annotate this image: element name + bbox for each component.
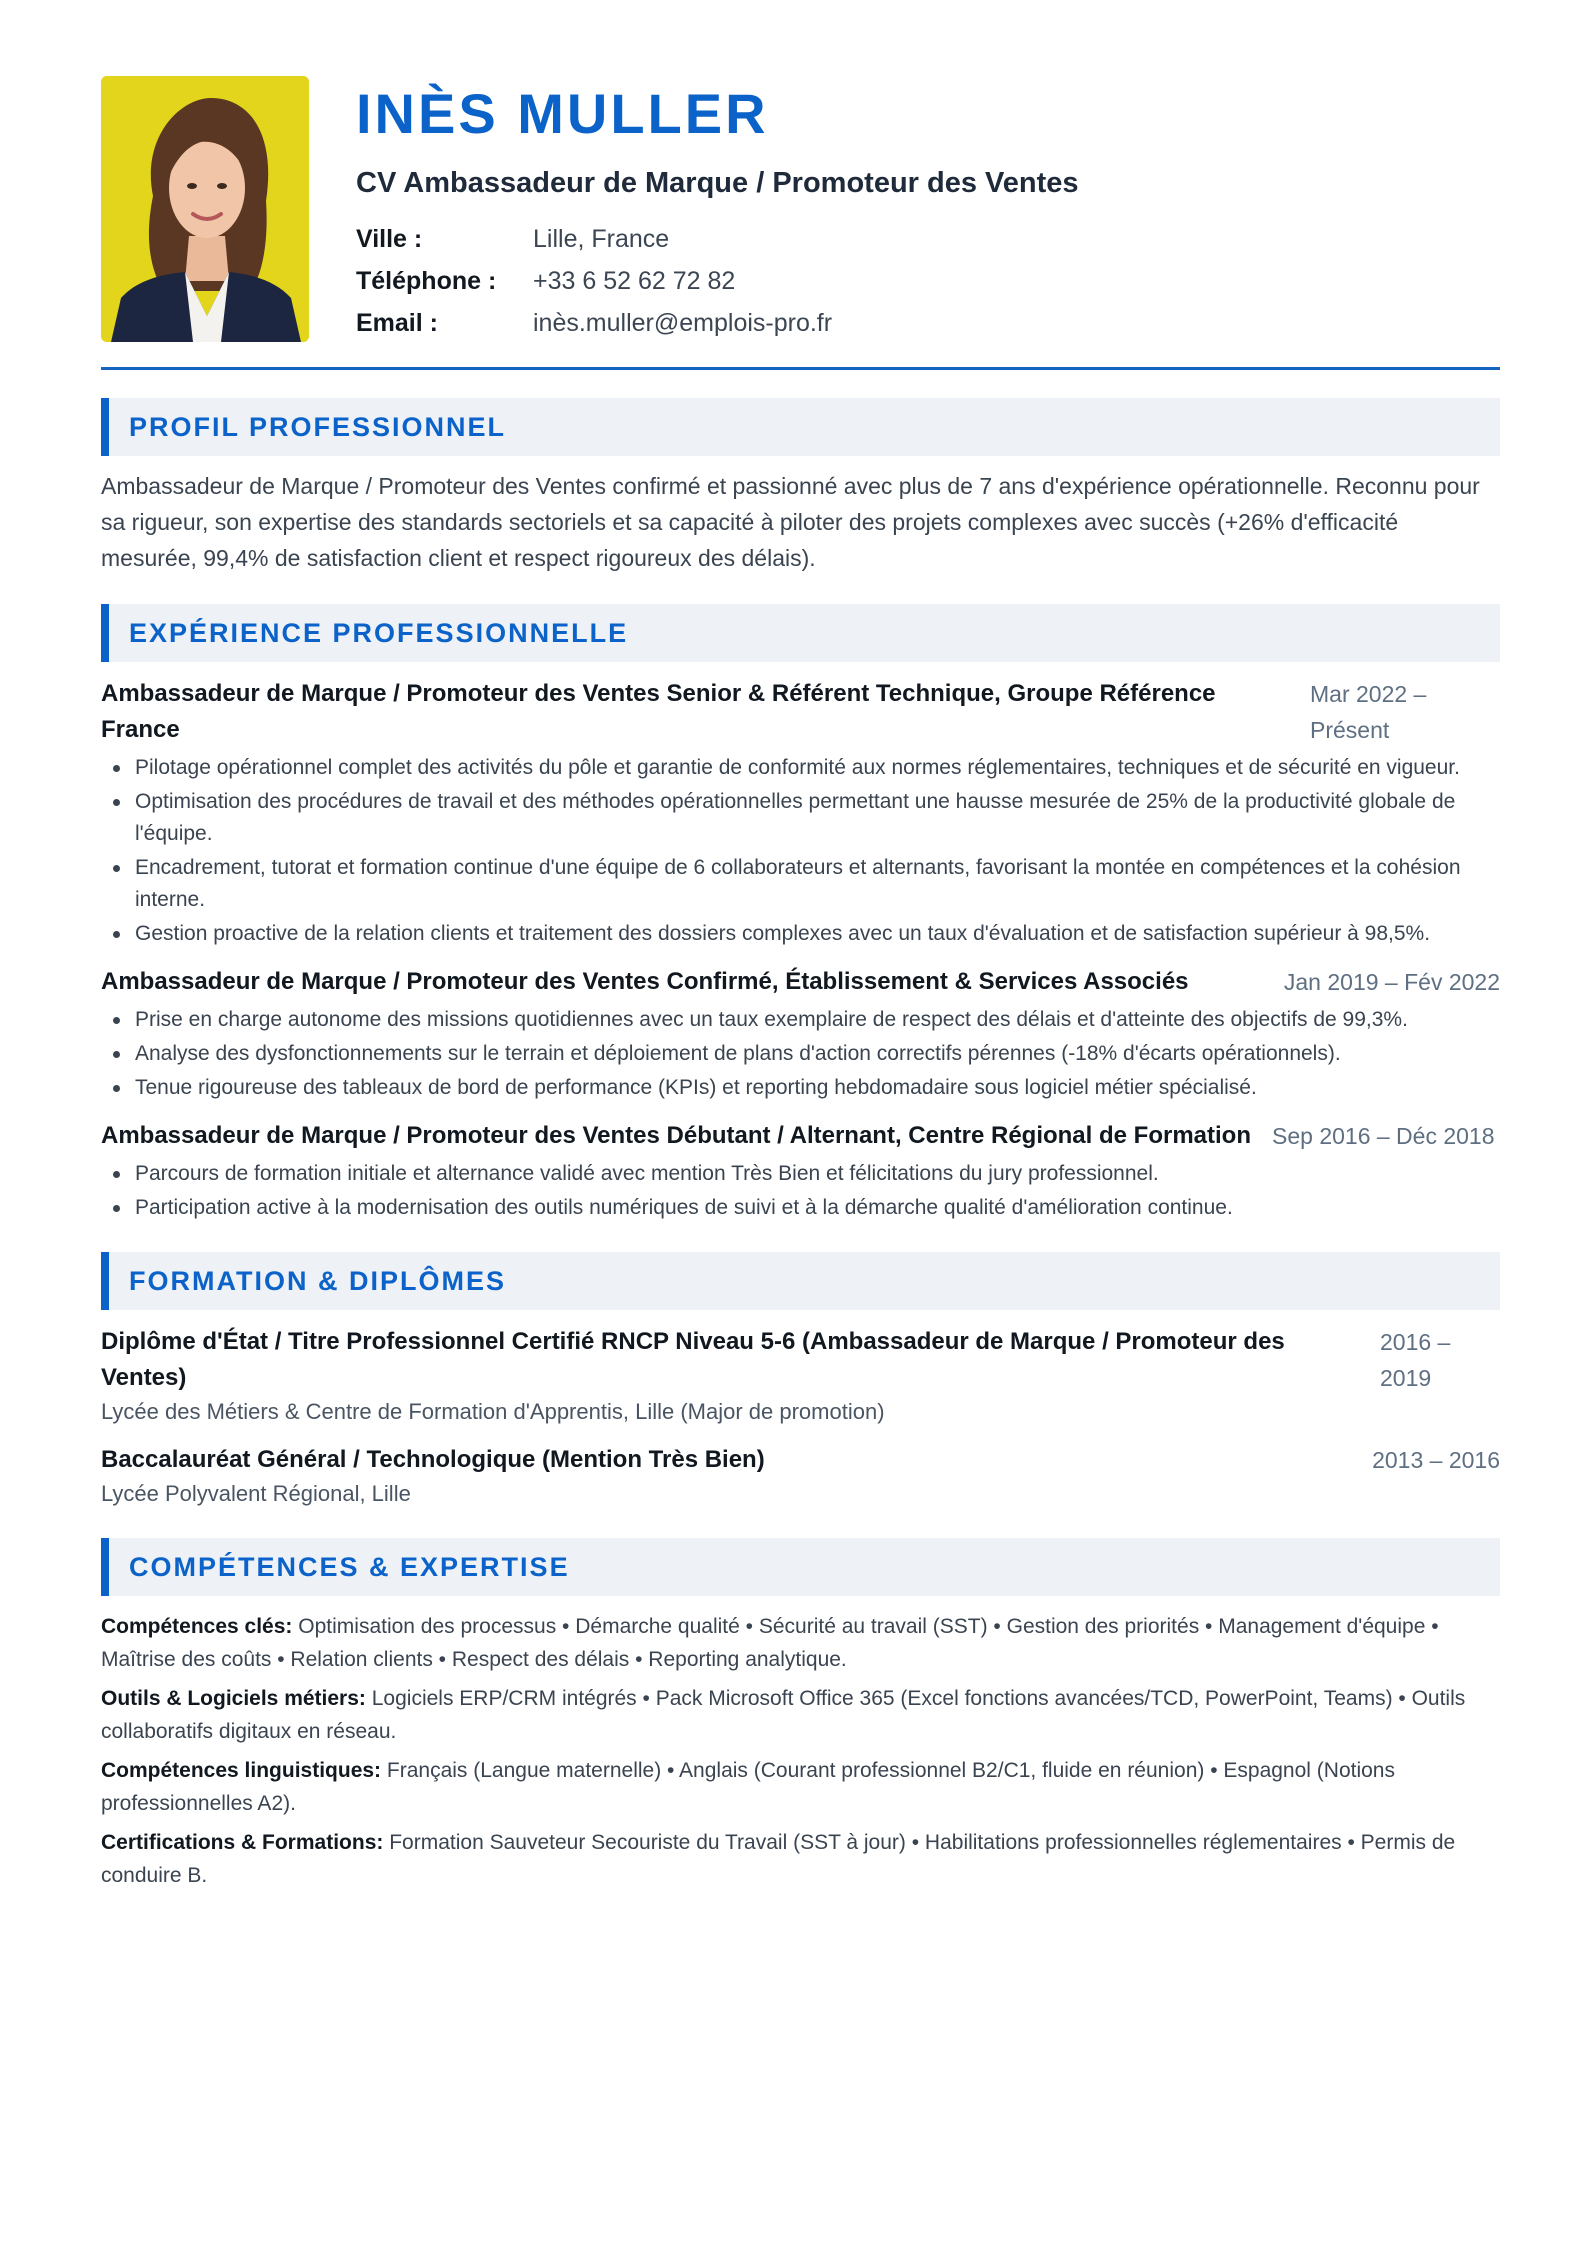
skill-row (101, 1682, 1500, 1748)
degree-title: Diplôme d'État / Titre Professionnel Certifié RNCP Niveau 5-6 (Ambassadeur de Marque / Promoteur des Ventes) (101, 1328, 1285, 1391)
skill-label: Compétences clés: (101, 1615, 293, 1638)
skill-text: Logiciels ERP/CRM intégrés • Pack Microsoft Office 365 (Excel fonctions avancées/TCD, PowerPoint, Teams) • Outils collaboratifs digitaux en réseau. (101, 1687, 1466, 1743)
contact-label: Ville : (356, 225, 423, 253)
section-title: EXPÉRIENCE PROFESSIONNELLE (129, 617, 629, 648)
section-heading-skills (101, 1538, 1500, 1596)
job-date: Sep 2016 – Déc 2018 (1272, 1123, 1495, 1149)
list-item: Gestion proactive de la relation clients et traitement des dossiers complexes avec un taux d'évaluation et de satisfaction supérieur à 98,5%. (101, 918, 1500, 950)
degree-title: Baccalauréat Général / Technologique (Mention Très Bien) (101, 1446, 765, 1473)
job-date: Mar 2022 – Présent (1310, 681, 1427, 743)
cv-header (101, 76, 1500, 370)
skill-label: Compétences linguistiques: (101, 1759, 382, 1782)
list-item: Participation active à la modernisation des outils numériques de suivi et à la démarche qualité d'amélioration continue. (101, 1192, 1500, 1224)
education-entry (101, 1442, 1500, 1510)
skill-label: Certifications & Formations: (101, 1831, 384, 1854)
list-item: Tenue rigoureuse des tableaux de bord de performance (KPIs) et reporting hebdomadaire sous logiciel métier spécialisé. (101, 1072, 1500, 1104)
school-name: Lycée des Métiers & Centre de Formation d'Apprentis, Lille (Major de promotion) (101, 1399, 885, 1424)
section-title: FORMATION & DIPLÔMES (129, 1265, 506, 1296)
job-bullets (101, 752, 1500, 950)
job-title: Ambassadeur de Marque / Promoteur des Ventes Confirmé, Établissement & Services Associés (101, 968, 1189, 995)
skill-row (101, 1826, 1500, 1892)
header-info (356, 76, 1079, 344)
list-item: Analyse des dysfonctionnements sur le terrain et déploiement de plans d'action correctifs pérennes (-18% d'écarts opérationnels). (101, 1038, 1500, 1070)
list-item: Encadrement, tutorat et formation continue d'une équipe de 6 collaborateurs et alternants, favorisant la montée en compétences et la cohésion interne. (101, 852, 1500, 916)
job-entry (101, 1118, 1500, 1224)
section-title: PROFIL PROFESSIONNEL (129, 411, 507, 442)
section-title: COMPÉTENCES & EXPERTISE (129, 1551, 570, 1582)
job-bullets (101, 1004, 1500, 1104)
profile-photo (101, 76, 309, 342)
contact-value: inès.muller@emplois-pro.fr (533, 309, 833, 337)
contact-value: +33 6 52 62 72 82 (533, 267, 736, 295)
list-item: Prise en charge autonome des missions quotidiennes avec un taux exemplaire de respect des délais et d'atteinte des objectifs de 99,3%. (101, 1004, 1500, 1036)
job-entry (101, 676, 1500, 950)
contact-label: Email : (356, 309, 438, 337)
job-title: Ambassadeur de Marque / Promoteur des Ventes Débutant / Alternant, Centre Régional de Formation (101, 1122, 1251, 1149)
contact-city (356, 218, 1079, 260)
list-item: Parcours de formation initiale et alternance validé avec mention Très Bien et félicitations du jury professionnel. (101, 1158, 1500, 1190)
job-title: Ambassadeur de Marque / Promoteur des Ventes Senior & Référent Technique, Groupe Référence France (101, 680, 1216, 743)
list-item: Pilotage opérationnel complet des activités du pôle et garantie de conformité aux normes réglementaires, techniques et de sécurité en vigueur. (101, 752, 1500, 784)
section-heading-education (101, 1252, 1500, 1310)
degree-date: 2013 – 2016 (1372, 1447, 1500, 1473)
job-bullets (101, 1158, 1500, 1224)
skills-block (101, 1610, 1500, 1892)
section-heading-profile (101, 398, 1500, 456)
contact-label: Téléphone : (356, 267, 497, 295)
contact-phone (356, 260, 1079, 302)
job-entry (101, 964, 1500, 1104)
contact-value: Lille, France (533, 225, 670, 253)
skill-label: Outils & Logiciels métiers: (101, 1687, 366, 1710)
skill-row (101, 1754, 1500, 1820)
job-date: Jan 2019 – Fév 2022 (1283, 969, 1500, 995)
degree-date: 2016 – 2019 (1380, 1329, 1451, 1391)
skill-row (101, 1610, 1500, 1676)
contact-block (356, 218, 1079, 344)
skill-text: Formation Sauveteur Secouriste du Travail (SST à jour) • Habilitations professionnelles réglementaires • Permis de conduire B. (101, 1831, 1456, 1887)
skill-text: Français (Langue maternelle) • Anglais (Courant professionnel B2/C1, fluide en réunion) • Espagnol (Notions professionnelles A2). (101, 1759, 1395, 1815)
list-item: Optimisation des procédures de travail et des méthodes opérationnelles permettant une hausse mesurée de 25% de la productivité globale de l'équipe. (101, 786, 1500, 850)
contact-email (356, 302, 1079, 344)
education-entry (101, 1324, 1500, 1428)
profile-summary: Ambassadeur de Marque / Promoteur des Ventes confirmé et passionné avec plus de 7 ans d'expérience opérationnelle. Reconnu pour sa rigueur, son expertise des standards sectoriels et sa capacité à piloter des projets complexes avec succès (+26% d'efficacité mesurée, 99,4% de satisfaction client et respect rigoureux des délais). (101, 473, 1480, 571)
skill-text: Optimisation des processus • Démarche qualité • Sécurité au travail (SST) • Gestion des priorités • Management d'équipe • Maîtrise des coûts • Relation clients • Respect des délais • Reporting analytique. (101, 1615, 1439, 1671)
cv-title: CV Ambassadeur de Marque / Promoteur des Ventes (356, 167, 1079, 199)
school-name: Lycée Polyvalent Régional, Lille (101, 1481, 411, 1506)
candidate-name: INÈS MULLER (356, 82, 769, 145)
section-heading-experience (101, 604, 1500, 662)
